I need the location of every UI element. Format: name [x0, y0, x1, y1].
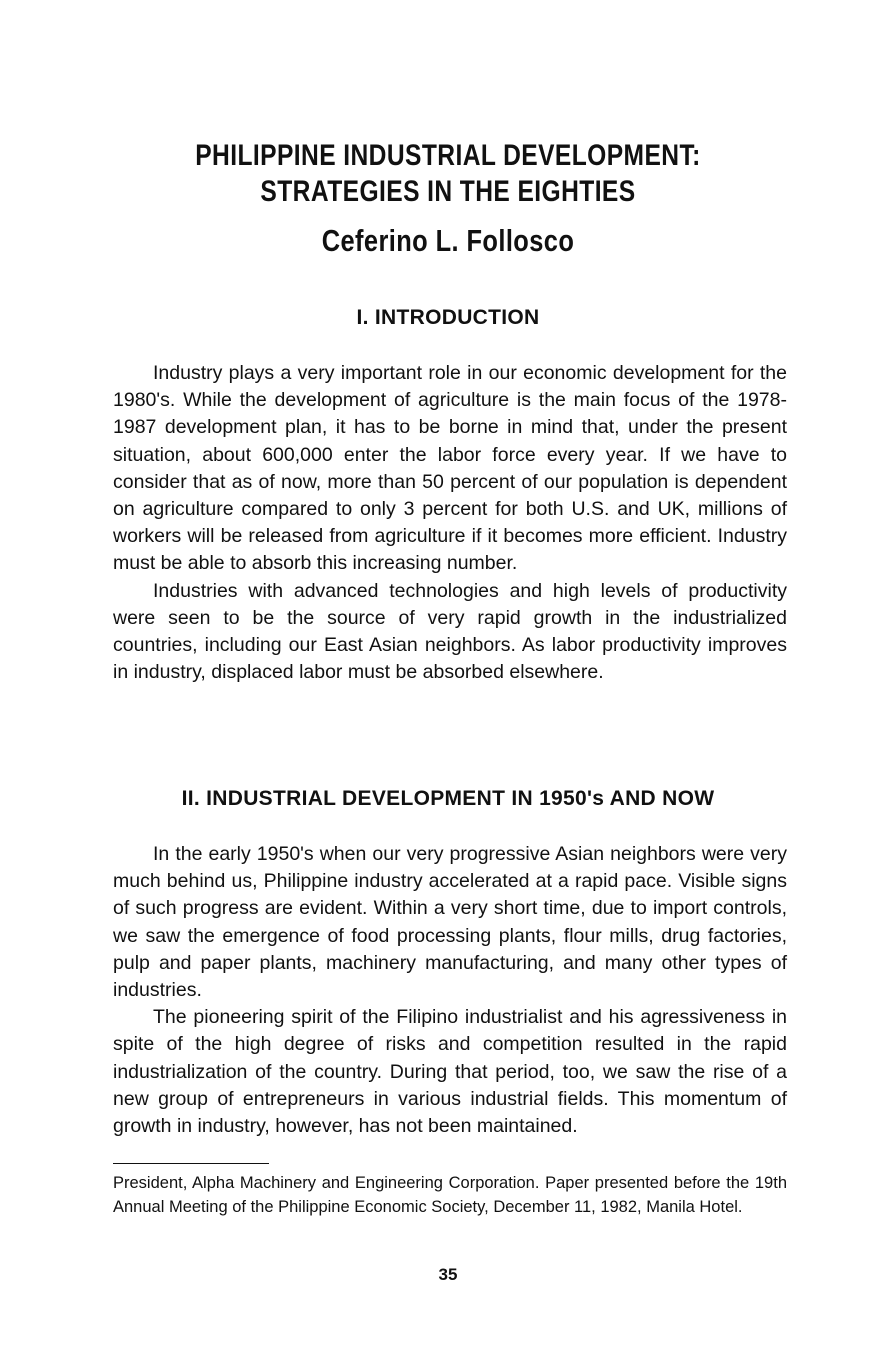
section-1-body [113, 360, 787, 686]
title-line-1: PHILIPPINE INDUSTRIAL DEVELOPMENT: [195, 139, 701, 172]
section-2-body [113, 841, 787, 1140]
footnote-text: President, Alpha Machinery and Engineering Corporation. Paper presented before the 19th Annual Meeting of the Philippine Economic Society, December 11, 1982, Manila Hotel. [113, 1174, 787, 1216]
footnote [113, 1172, 787, 1219]
title-line-2: STRATEGIES IN THE EIGHTIES [260, 175, 636, 208]
footnote-divider [113, 1163, 269, 1164]
page-number: 35 [438, 1265, 458, 1284]
section-2-heading: II. INDUSTRIAL DEVELOPMENT IN 1950's AND NOW [181, 787, 715, 810]
paragraph: In the early 1950's when our very progressive Asian neighbors were very much behind us, Philippine industry accelerated at a rapid pace. Visible signs of such progress are evident. Within a very short time, due to import controls, we saw the emergence of food processing plants, flour mills, drug factories, pulp and paper plants, machinery manufacturing, and many other types of industries. [113, 843, 787, 1002]
author-name: Ceferino L. Follosco [321, 223, 575, 258]
paragraph: Industries with advanced technologies and high levels of productivity were seen to be the source of very rapid growth in the industrialized countries, including our East Asian neighbors. As labor productivity improves in industry, displaced labor must be absorbed elsewhere. [113, 579, 787, 684]
paragraph: The pioneering spirit of the Filipino industrialist and his agressiveness in spite of the high degree of risks and competition resulted in the rapid industrialization of the country. During that period, too, we saw the rise of a new group of entrepreneurs in various industrial fields. This momentum of growth in industry, however, has not been maintained. [113, 1006, 787, 1138]
paragraph: Industry plays a very important role in our economic development for the 1980's. While the development of agriculture is the main focus of the 1978-1987 development plan, it has to be borne in mind that, under the present situation, about 600,000 enter the labor force every year. If we have to consider that as of now, more than 50 percent of our population is dependent on agriculture compared to only 3 percent for both U.S. and UK, millions of workers will be released from agriculture if it becomes more efficient. Industry must be able to absorb this increasing number. [113, 362, 787, 575]
section-1-heading: I. INTRODUCTION [356, 306, 540, 329]
